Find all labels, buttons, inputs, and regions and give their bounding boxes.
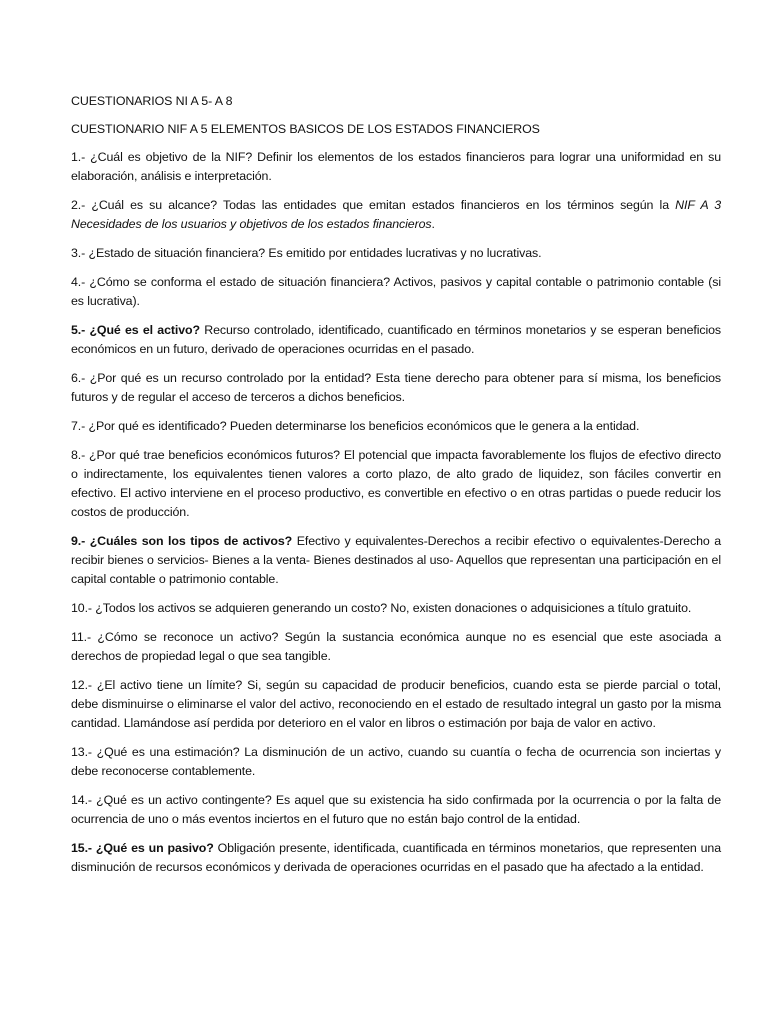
question: 11.- ¿Cómo se reconoce un activo? <box>71 630 279 644</box>
question: 14.- ¿Qué es un activo contingente? <box>71 793 272 807</box>
answer: Pueden determinarse los beneficios económicos que le genera a la entidad. <box>226 419 640 433</box>
qa-item-8 <box>71 446 721 522</box>
answer: Definir los elementos de los estados financieros para lograr una uniformidad en su elaboración, análisis e interpretación. <box>71 150 721 183</box>
answer: Esta tiene derecho para obtener para sí misma, los beneficios futuros y de regular el acceso de terceros a dichos beneficios. <box>71 371 722 404</box>
question: 13.- ¿Qué es una estimación? <box>71 745 240 759</box>
question: 4.- ¿Cómo se conforma el estado de situación financiera? <box>71 275 391 289</box>
qa-item-12 <box>71 676 721 733</box>
document-page <box>71 92 721 887</box>
answer: Efectivo y equivalentes-Derechos a recibir efectivo o equivalentes-Derecho a recibir bienes o servicios- Bienes a la venta- Bienes destinados al uso- Aquellos que representan una participación en el capital contable o patrimonio contable. <box>71 534 722 586</box>
question: 3.- ¿Estado de situación financiera? <box>71 246 266 260</box>
question: 5.- ¿Qué es el activo? <box>71 323 200 337</box>
question: 2.- ¿Cuál es su alcance? <box>71 198 218 212</box>
question: 10.- ¿Todos los activos se adquieren generando un costo? <box>71 601 388 615</box>
qa-item-4 <box>71 273 721 311</box>
qa-item-1 <box>71 148 721 186</box>
qa-item-10 <box>71 599 721 618</box>
answer: El potencial que impacta favorablemente los flujos de efectivo directo o indirectamente, los equivalentes tienen valores a corto plazo, de alto grado de liquidez, son fáciles convertir en efectivo. El activo interviene en el proceso productivo, es convertible en efectivo o en otras partidas o puede reducir los costos de producción. <box>71 448 721 519</box>
answer: Todas las entidades que emitan estados financieros en los términos según la <box>217 198 676 212</box>
qa-item-6 <box>71 369 721 407</box>
qa-item-15 <box>71 839 721 877</box>
qa-item-7 <box>71 417 721 436</box>
answer: La disminución de un activo, cuando su cuantía o fecha de ocurrencia son inciertas y debe reconocerse contablemente. <box>71 745 722 778</box>
qa-item-5 <box>71 321 721 359</box>
answer-reference: NIF A 3 Necesidades de los usuarios y objetivos de los estados financieros <box>71 198 722 231</box>
answer: Si, según su capacidad de producir beneficios, cuando esta se pierde parcial o total, debe disminuirse o eliminarse el valor del activo, reconociendo en el estado de resultado integral un gasto por la misma cantidad. Llamándose así perdida por deterioro en el valor en libros o estimación por baja de valor en activo. <box>71 678 722 730</box>
answer: Es aquel que su existencia ha sido confirmada por la ocurrencia o por la falta de ocurrencia de uno o más eventos inciertos en el futuro que no están bajo control de la entidad. <box>71 793 721 826</box>
answer-end: . <box>431 217 435 231</box>
qa-item-3 <box>71 244 721 263</box>
question: 1.- ¿Cuál es objetivo de la NIF? <box>71 150 253 164</box>
answer: No, existen donaciones o adquisiciones a título gratuito. <box>387 601 692 615</box>
answer: Recurso controlado, identificado, cuantificado en términos monetarios y se esperan beneficios económicos en un futuro, derivado de operaciones ocurridas en el pasado. <box>71 323 721 356</box>
answer: Activos, pasivos y capital contable o patrimonio contable (si es lucrativa). <box>71 275 722 308</box>
question: 8.- ¿Por qué trae beneficios económicos futuros? <box>71 448 340 462</box>
answer: Según la sustancia económica aunque no es esencial que este asociada a derechos de propiedad legal o que sea tangible. <box>71 630 721 663</box>
qa-item-9 <box>71 532 721 589</box>
question: 9.- ¿Cuáles son los tipos de activos? <box>71 534 293 548</box>
qa-item-14 <box>71 791 721 829</box>
answer: Obligación presente, identificada, cuantificada en términos monetarios, que representen una disminución de recursos económicos y derivada de operaciones ocurridas en el pasado que ha afectado a la entidad. <box>71 841 721 874</box>
question: 15.- ¿Qué es un pasivo? <box>71 841 214 855</box>
document-subtitle: CUESTIONARIO NIF A 5 ELEMENTOS BASICOS DE LOS ESTADOS FINANCIEROS <box>71 122 540 136</box>
qa-item-2 <box>71 196 721 234</box>
document-title: CUESTIONARIOS NI A 5- A 8 <box>71 94 233 108</box>
question: 7.- ¿Por qué es identificado? <box>71 419 227 433</box>
question: 12.- ¿El activo tiene un límite? <box>71 678 243 692</box>
qa-item-11 <box>71 628 721 666</box>
answer: Es emitido por entidades lucrativas y no lucrativas. <box>265 246 542 260</box>
question: 6.- ¿Por qué es un recurso controlado por la entidad? <box>71 371 372 385</box>
qa-item-13 <box>71 743 721 781</box>
